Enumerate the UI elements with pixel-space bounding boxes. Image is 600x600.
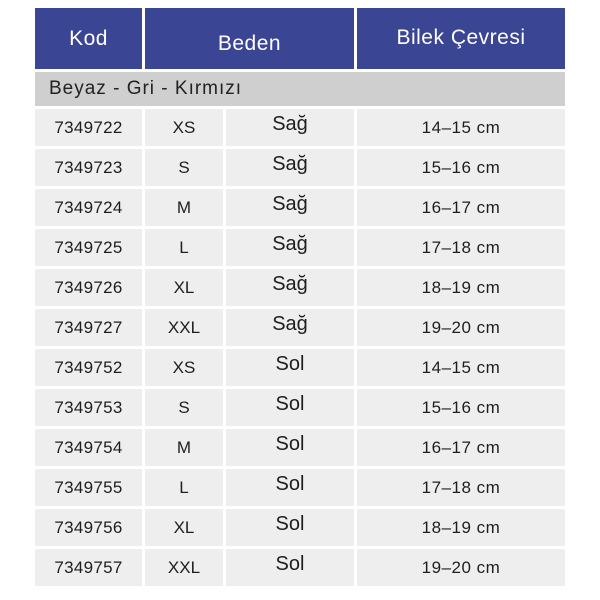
wrist-range-cell: 15–16 cm [357,149,565,186]
header-kod-label: Kod [69,27,108,50]
side-cell: Sağ [226,189,354,226]
table-row [35,149,565,186]
product-code: 7349727 [35,309,142,346]
product-code: 7349725 [35,229,142,266]
table-row [35,229,565,266]
color-variant-label: Beyaz - Gri - Kırmızı [49,78,243,99]
header-bilek-cevresi [357,8,565,69]
side-cell: Sağ [226,149,354,186]
table-row [35,269,565,306]
size-cell: XXL [145,549,223,586]
size-cell: S [145,389,223,426]
wrist-range-cell: 14–15 cm [357,349,565,386]
product-code: 7349752 [35,349,142,386]
size-table [35,8,565,589]
table-row [35,549,565,586]
side-cell: Sol [226,389,354,426]
product-code: 7349755 [35,469,142,506]
size-cell: XL [145,509,223,546]
size-cell: L [145,229,223,266]
table-body [35,109,565,586]
header-bilek-label: Bilek Çevresi [396,26,526,49]
header-kod [35,8,142,69]
product-code: 7349756 [35,509,142,546]
product-code: 7349722 [35,109,142,146]
side-cell: Sağ [226,309,354,346]
wrist-range-cell: 19–20 cm [357,549,565,586]
wrist-range-cell: 15–16 cm [357,389,565,426]
side-cell: Sol [226,509,354,546]
wrist-range-cell: 17–18 cm [357,229,565,266]
table-row [35,469,565,506]
wrist-range-cell: 18–19 cm [357,509,565,546]
size-cell: M [145,189,223,226]
product-code: 7349723 [35,149,142,186]
size-cell: S [145,149,223,186]
wrist-range-cell: 16–17 cm [357,189,565,226]
size-cell: XL [145,269,223,306]
wrist-range-cell: 17–18 cm [357,469,565,506]
header-beden-label: Beden [217,32,282,55]
wrist-range-cell: 18–19 cm [357,269,565,306]
product-code: 7349724 [35,189,142,226]
wrist-range-cell: 14–15 cm [357,109,565,146]
wrist-range-cell: 16–17 cm [357,429,565,466]
table-row [35,309,565,346]
header-beden [145,8,354,69]
color-variant-band [35,72,565,106]
product-code: 7349754 [35,429,142,466]
table-row [35,429,565,466]
product-code: 7349726 [35,269,142,306]
side-cell: Sağ [226,229,354,266]
table-row [35,509,565,546]
side-cell: Sağ [226,269,354,306]
side-cell: Sol [226,429,354,466]
side-cell: Sol [226,469,354,506]
table-row [35,109,565,146]
side-cell: Sol [226,549,354,586]
table-row [35,389,565,426]
product-code: 7349753 [35,389,142,426]
size-cell: M [145,429,223,466]
side-cell: Sağ [226,109,354,146]
table-row [35,349,565,386]
product-code: 7349757 [35,549,142,586]
size-cell: XS [145,109,223,146]
size-cell: L [145,469,223,506]
size-cell: XXL [145,309,223,346]
table-row [35,189,565,226]
side-cell: Sol [226,349,354,386]
table-header [35,8,565,69]
wrist-range-cell: 19–20 cm [357,309,565,346]
size-cell: XS [145,349,223,386]
